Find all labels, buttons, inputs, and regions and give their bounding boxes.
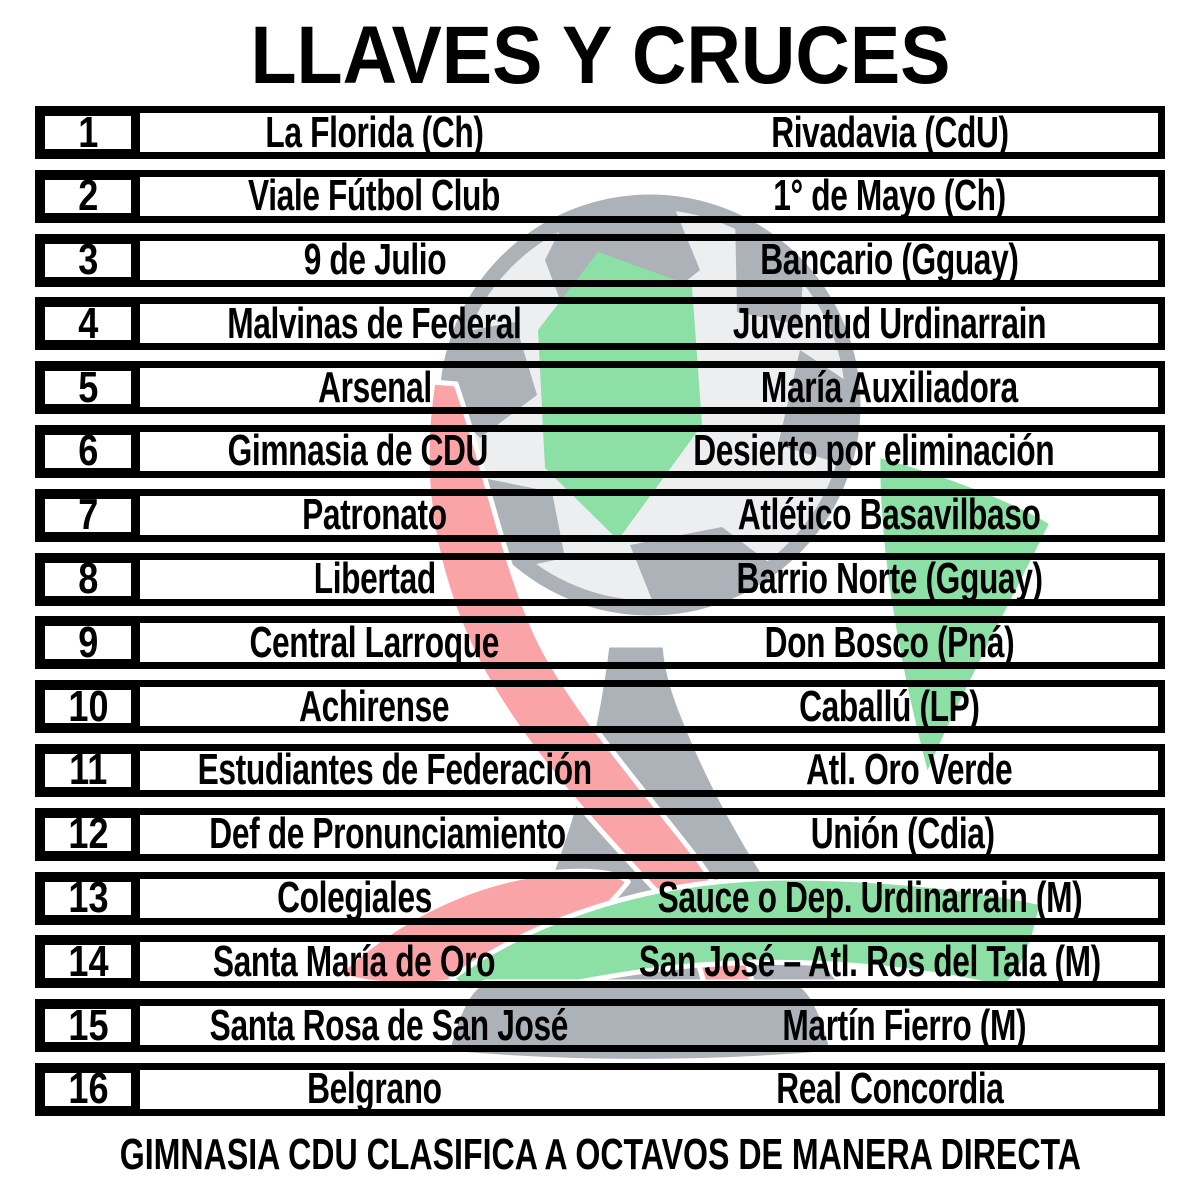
match-number: 12 bbox=[67, 809, 109, 859]
match-teams bbox=[140, 107, 1158, 157]
away-team-cell bbox=[655, 681, 1158, 731]
home-team-cell bbox=[140, 809, 681, 859]
away-team-cell bbox=[615, 936, 1158, 986]
match-number-cell bbox=[42, 617, 140, 667]
table-row bbox=[35, 680, 1165, 733]
match-number-cell bbox=[42, 235, 140, 285]
home-team-cell bbox=[140, 107, 655, 157]
away-team: Atl. Oro Verde bbox=[806, 745, 1013, 795]
match-number-cell bbox=[42, 681, 140, 731]
bracket-table bbox=[35, 106, 1165, 1116]
match-teams bbox=[140, 298, 1158, 348]
table-row bbox=[35, 425, 1165, 478]
away-team-cell bbox=[655, 235, 1158, 285]
match-number: 11 bbox=[68, 745, 108, 795]
home-team: Colegiales bbox=[277, 873, 432, 923]
match-number: 5 bbox=[77, 362, 99, 412]
home-team-cell bbox=[140, 171, 655, 221]
match-number-cell bbox=[42, 554, 140, 604]
home-team: Belgrano bbox=[307, 1064, 442, 1114]
match-teams bbox=[140, 1064, 1158, 1114]
home-team-cell bbox=[140, 426, 623, 476]
match-number-cell bbox=[42, 107, 140, 157]
match-number-cell bbox=[42, 426, 140, 476]
home-team-cell bbox=[140, 873, 615, 923]
away-team: Sauce o Dep. Urdinarrain (M) bbox=[657, 873, 1082, 923]
match-number: 1 bbox=[77, 107, 99, 157]
match-number-cell bbox=[42, 1064, 140, 1114]
home-team-cell bbox=[140, 745, 695, 795]
table-row bbox=[35, 234, 1165, 287]
match-teams bbox=[140, 426, 1158, 476]
match-number-cell bbox=[42, 873, 140, 923]
home-team: Patronato bbox=[302, 490, 447, 540]
away-team: Real Concordia bbox=[775, 1064, 1004, 1114]
away-team: Barrio Norte (Gguay) bbox=[736, 554, 1043, 604]
match-number: 7 bbox=[77, 490, 99, 540]
home-team: Estudiantes de Federación bbox=[197, 745, 592, 795]
match-number: 2 bbox=[77, 171, 99, 221]
away-team-cell bbox=[684, 1000, 1158, 1050]
match-number-cell bbox=[42, 1000, 140, 1050]
match-teams bbox=[140, 809, 1158, 859]
home-team-cell bbox=[140, 936, 615, 986]
away-team-cell bbox=[695, 745, 1158, 795]
match-teams bbox=[140, 490, 1158, 540]
away-team-cell bbox=[623, 426, 1158, 476]
away-team-cell bbox=[655, 298, 1158, 348]
match-number: 10 bbox=[67, 681, 109, 731]
table-row bbox=[35, 361, 1165, 414]
match-number-cell bbox=[42, 171, 140, 221]
away-team: Atlético Basavilbaso bbox=[738, 490, 1041, 540]
match-number-cell bbox=[42, 745, 140, 795]
match-number: 4 bbox=[77, 298, 99, 348]
table-row bbox=[35, 297, 1165, 350]
home-team: Malvinas de Federal bbox=[227, 298, 522, 348]
away-team-cell bbox=[655, 1064, 1158, 1114]
away-team: Caballú (LP) bbox=[799, 681, 980, 731]
match-number: 9 bbox=[77, 617, 99, 667]
match-number: 14 bbox=[67, 936, 109, 986]
match-number-cell bbox=[42, 936, 140, 986]
match-number: 15 bbox=[67, 1000, 109, 1050]
home-team: Central Larroque bbox=[249, 617, 500, 667]
home-team-cell bbox=[140, 298, 655, 348]
away-team: San José – Atl. Ros del Tala (M) bbox=[638, 936, 1101, 986]
table-row bbox=[35, 489, 1165, 542]
match-number-cell bbox=[42, 809, 140, 859]
table-row bbox=[35, 1063, 1165, 1116]
home-team-cell bbox=[140, 235, 655, 285]
home-team: Viale Fútbol Club bbox=[248, 171, 501, 221]
away-team: Juventud Urdinarrain bbox=[732, 298, 1047, 348]
home-team: Achirense bbox=[299, 681, 450, 731]
away-team-cell bbox=[655, 107, 1158, 157]
home-team-cell bbox=[140, 1000, 684, 1050]
home-team: 9 de Julio bbox=[303, 235, 446, 285]
match-teams bbox=[140, 873, 1158, 923]
away-team: María Auxiliadora bbox=[761, 362, 1018, 412]
home-team-cell bbox=[140, 1064, 655, 1114]
table-row bbox=[35, 170, 1165, 223]
table-row bbox=[35, 808, 1165, 861]
table-row bbox=[35, 106, 1165, 159]
page-title: LLAVES Y CRUCES bbox=[249, 10, 951, 101]
table-row bbox=[35, 872, 1165, 925]
match-number: 13 bbox=[67, 873, 109, 923]
match-number-cell bbox=[42, 362, 140, 412]
match-number-cell bbox=[42, 490, 140, 540]
match-teams bbox=[140, 235, 1158, 285]
home-team: Gimnasia de CDU bbox=[228, 426, 489, 476]
away-team-cell bbox=[655, 490, 1158, 540]
home-team-cell bbox=[140, 617, 655, 667]
match-teams bbox=[140, 617, 1158, 667]
away-team: Desierto por eliminación bbox=[692, 426, 1054, 476]
away-team: Martín Fierro (M) bbox=[781, 1000, 1026, 1050]
home-team: Def de Pronunciamiento bbox=[209, 809, 566, 859]
away-team: Bancario (Gguay) bbox=[760, 235, 1019, 285]
home-team: La Florida (Ch) bbox=[265, 107, 484, 157]
away-team: Don Bosco (Pná) bbox=[764, 617, 1015, 667]
match-teams bbox=[140, 936, 1158, 986]
match-number: 8 bbox=[77, 554, 99, 604]
away-team: Unión (Cdia) bbox=[810, 809, 995, 859]
match-teams bbox=[140, 171, 1158, 221]
footer-note: GIMNASIA CDU CLASIFICA A OCTAVOS DE MANERA DIRECTA bbox=[119, 1130, 1081, 1179]
away-team: 1° de Mayo (Ch) bbox=[773, 171, 1006, 221]
away-team-cell bbox=[615, 873, 1158, 923]
away-team-cell bbox=[655, 554, 1158, 604]
match-number: 3 bbox=[77, 235, 99, 285]
table-row bbox=[35, 935, 1165, 988]
home-team: Santa Rosa de San José bbox=[209, 1000, 568, 1050]
away-team-cell bbox=[655, 362, 1158, 412]
match-teams bbox=[140, 1000, 1158, 1050]
match-number-cell bbox=[42, 298, 140, 348]
home-team-cell bbox=[140, 681, 655, 731]
away-team: Rivadavia (CdU) bbox=[770, 107, 1009, 157]
table-row bbox=[35, 553, 1165, 606]
match-teams bbox=[140, 554, 1158, 604]
away-team-cell bbox=[655, 617, 1158, 667]
home-team: Libertad bbox=[313, 554, 436, 604]
match-number: 16 bbox=[67, 1064, 109, 1114]
away-team-cell bbox=[681, 809, 1158, 859]
match-teams bbox=[140, 681, 1158, 731]
home-team: Santa María de Oro bbox=[213, 936, 496, 986]
match-teams bbox=[140, 745, 1158, 795]
table-row bbox=[35, 744, 1165, 797]
table-row bbox=[35, 999, 1165, 1052]
home-team-cell bbox=[140, 362, 655, 412]
away-team-cell bbox=[655, 171, 1158, 221]
match-number: 6 bbox=[77, 426, 99, 476]
table-row bbox=[35, 616, 1165, 669]
home-team: Arsenal bbox=[317, 362, 432, 412]
match-teams bbox=[140, 362, 1158, 412]
home-team-cell bbox=[140, 490, 655, 540]
home-team-cell bbox=[140, 554, 655, 604]
